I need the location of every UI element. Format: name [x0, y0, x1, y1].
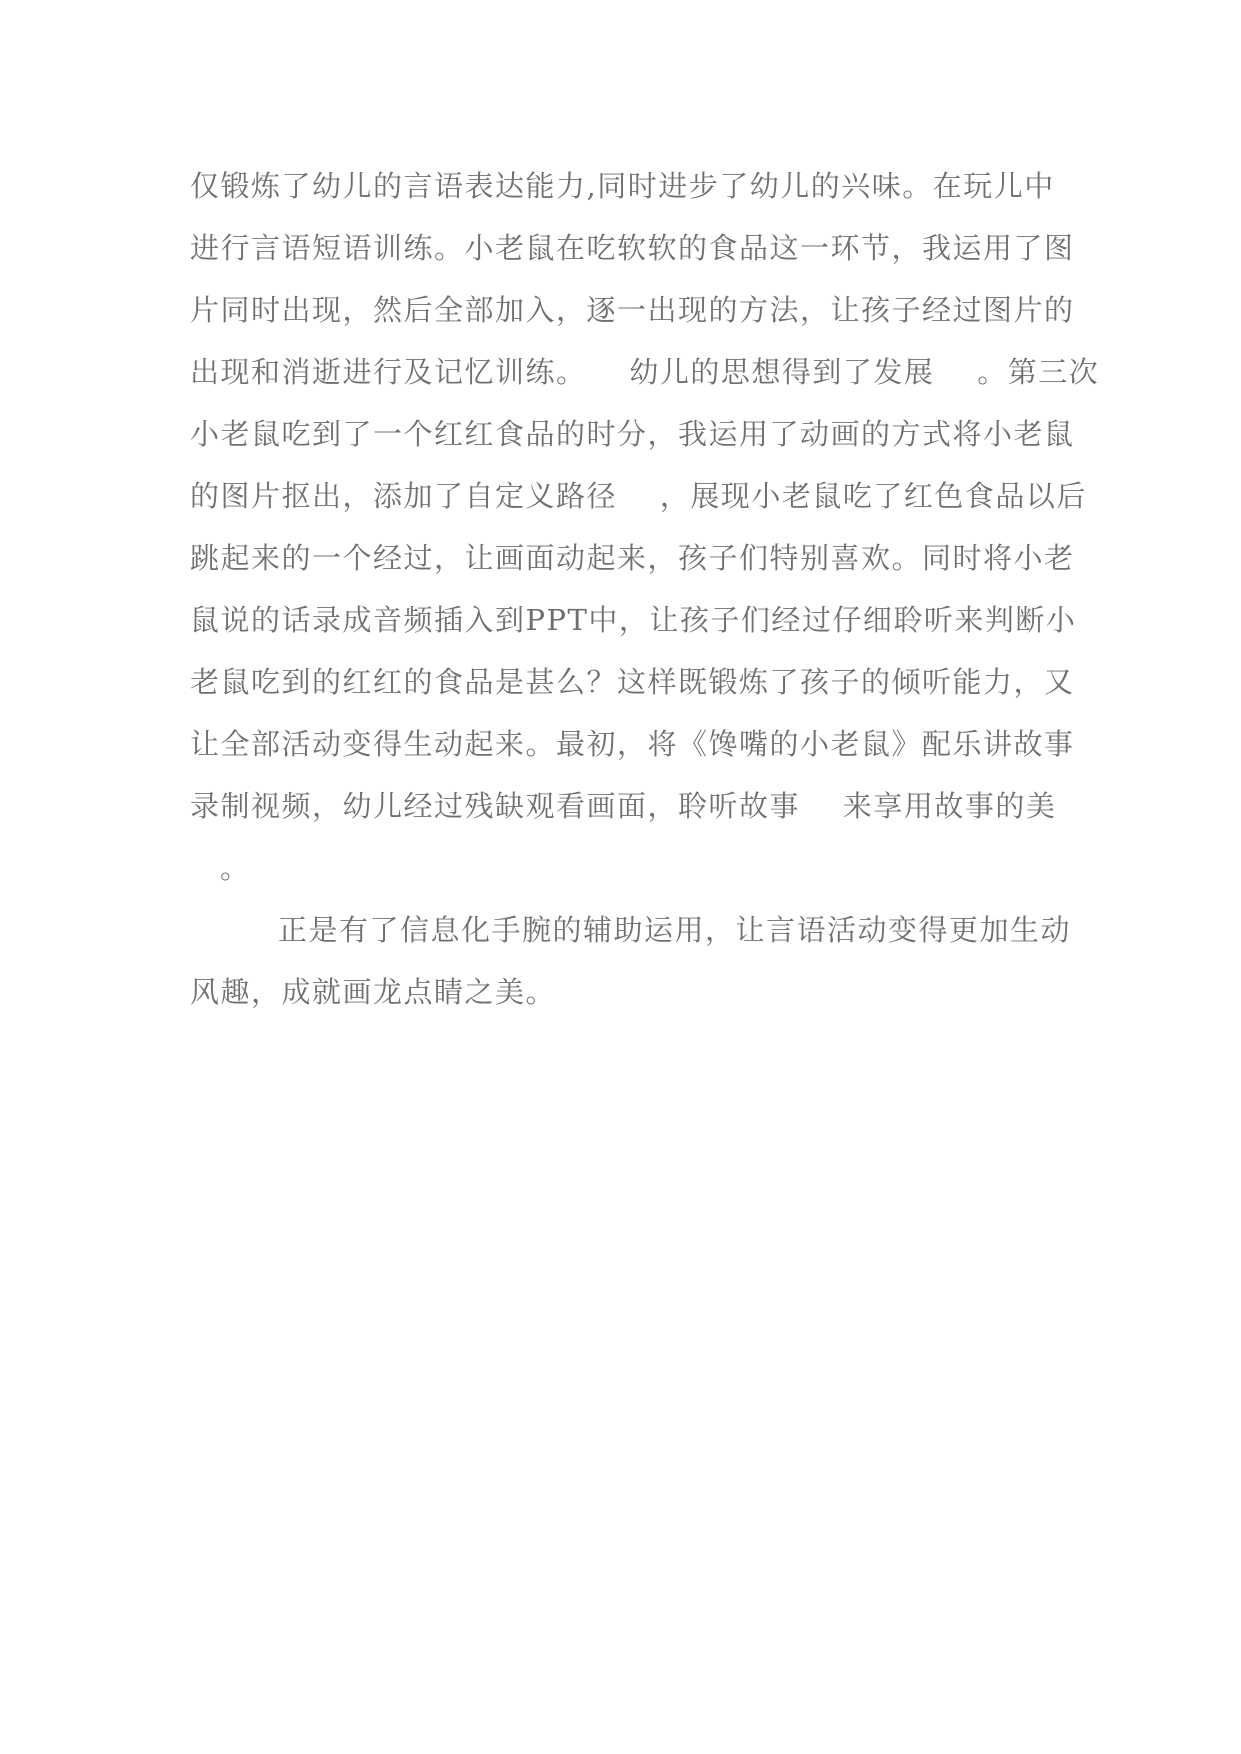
text-line: 。	[220, 851, 251, 885]
text-line: 进行言语短语训练。小老鼠在吃软软的食品这一环节，我运用了图	[190, 231, 1075, 265]
text-line: 的图片抠出，添加了自定义路径 ，展现小老鼠吃了红色食品以后	[190, 479, 1087, 513]
text-line: 小老鼠吃到了一个红红食品的时分，我运用了动画的方式将小老鼠	[190, 417, 1075, 451]
text-line: 出现和消逝进行及记忆训练。 幼儿的思想得到了发展 。第三次	[190, 355, 1100, 389]
text-line: 片同时出现，然后全部加入，逐一出现的方法，让孩子经过图片的	[190, 293, 1075, 327]
text-line: 录制视频，幼儿经过残缺观看画面，聆听故事 来享用故事的美	[190, 789, 1057, 823]
text-line: 风趣，成就画龙点睛之美。	[190, 975, 557, 1009]
text-line: 让全部活动变得生动起来。最初，将《馋嘴的小老鼠》配乐讲故事	[190, 727, 1075, 761]
text-line: 老鼠吃到的红红的食品是甚么？这样既锻炼了孩子的倾听能力，又	[190, 665, 1075, 699]
text-line: 仅锻炼了幼儿的言语表达能力,同时进步了幼儿的兴味。在玩儿中	[190, 169, 1055, 203]
body-text	[190, 155, 1100, 1023]
text-line: 正是有了信息化手腕的辅助运用，让言语活动变得更加生动	[278, 913, 1072, 947]
text-line: 鼠说的话录成音频插入到PPT中，让孩子们经过仔细聆听来判断小	[190, 603, 1077, 637]
text-line: 跳起来的一个经过，让画面动起来，孩子们特别喜欢。同时将小老	[190, 541, 1075, 575]
